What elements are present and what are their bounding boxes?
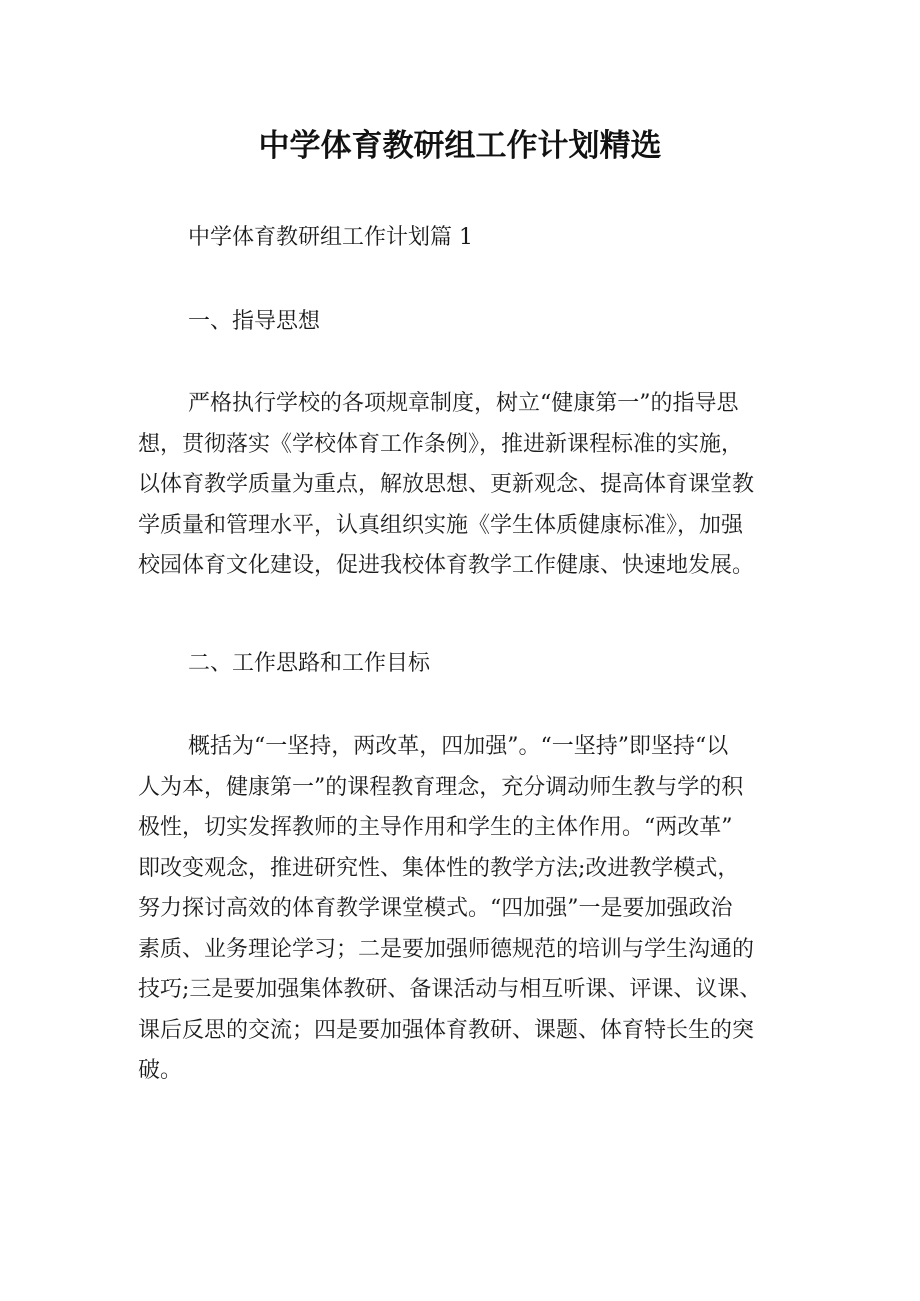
paragraph-line: 素质、业务理论学习；二是要加强师德规范的培训与学生沟通的 bbox=[138, 936, 755, 962]
section-paragraph-work-ideas-goals bbox=[138, 727, 798, 1092]
document-subtitle: 中学体育教研组工作计划篇 1 bbox=[188, 225, 473, 250]
document-title: 中学体育教研组工作计划精选 bbox=[258, 128, 662, 164]
section-heading-work-ideas-goals: 二、工作思路和工作目标 bbox=[188, 651, 431, 676]
paragraph-line: 想，贯彻落实《学校体育工作条例》，推进新课程标准的实施， bbox=[138, 431, 744, 457]
paragraph-line: 即改变观念，推进研究性、集体性的教学方法;改进教学模式， bbox=[138, 855, 740, 881]
paragraph-line: 校园体育文化建设，促进我校体育教学工作健康、快速地发展。 bbox=[138, 553, 755, 578]
paragraph-line: 以体育教学质量为重点，解放思想、更新观念、提高体育课堂教 bbox=[138, 472, 755, 497]
section-paragraph-guiding-ideology bbox=[138, 384, 798, 587]
paragraph-line: 概括为“一坚持，两改革，四加强”。“一坚持”即坚持“以 bbox=[188, 734, 729, 759]
paragraph-line: 破。 bbox=[138, 1058, 183, 1083]
paragraph-line: 努力探讨高效的体育教学课堂模式。“四加强”一是要加强政治 bbox=[138, 896, 733, 921]
paragraph-line: 课后反思的交流；四是要加强体育教研、课题、体育特长生的突 bbox=[138, 1017, 755, 1043]
paragraph-line: 学质量和管理水平，认真组织实施《学生体质健康标准》，加强 bbox=[138, 512, 744, 538]
paragraph-line: 严格执行学校的各项规章制度，树立“健康第一”的指导思 bbox=[188, 391, 739, 416]
section-heading-guiding-ideology: 一、指导思想 bbox=[188, 309, 321, 334]
paragraph-line: 技巧;三是要加强集体教研、备课活动与相互听课、评课、议课、 bbox=[138, 977, 762, 1002]
paragraph-line: 人为本，健康第一”的课程教育理念，充分调动师生教与学的积 bbox=[138, 774, 744, 800]
paragraph-line: 极性，切实发挥教师的主导作用和学生的主体作用。“两改革” bbox=[138, 815, 733, 840]
